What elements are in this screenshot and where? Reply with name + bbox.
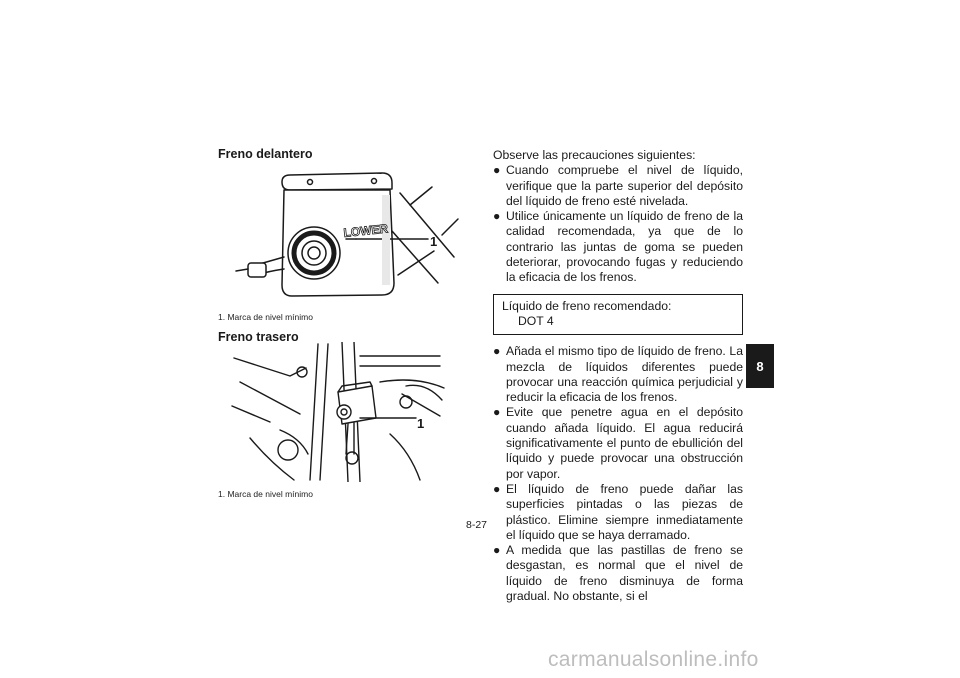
precaution-item: ● Utilice únicamente un líquido de freno de la calidad recomendada, ya que de lo contrario las juntas de goma se pueden deteriorar, provocando fugas y reduciendo la eficacia de los frenos.	[493, 209, 743, 285]
precaution-item: ● El líquido de freno puede dañar las superficies pintadas o las piezas de plástico. Elimine siempre inmediatamente el líquido que se haya derramado.	[493, 481, 743, 542]
bullet-icon: ●	[493, 481, 501, 496]
front-brake-caption: 1. Marca de nivel mínimo	[218, 312, 313, 322]
bullet-icon: ●	[493, 543, 501, 558]
recommended-fluid-title: Líquido de freno recomendado:	[502, 298, 672, 313]
precautions-intro: Observe las precauciones siguientes:	[493, 148, 696, 162]
rear-brake-caption: 1. Marca de nivel mínimo	[218, 489, 313, 499]
precaution-item: ● Evite que penetre agua en el depósito cuando añada líquido. El agua reducirá significativamente el punto de ebullición del líquido y puede provocar una obstrucción por vapor.	[493, 405, 743, 481]
precaution-item: ● Añada el mismo tipo de líquido de freno. La mezcla de líquidos diferentes puede provocar una reacción química perjudicial y reducir la eficacia de los frenos.	[493, 344, 743, 405]
front-brake-heading: Freno delantero	[218, 147, 313, 161]
recommended-fluid-value: DOT 4	[518, 313, 554, 328]
watermark: carmanualsonline.info	[548, 648, 759, 671]
bullet-icon: ●	[493, 405, 501, 420]
front-brake-reservoir-illustration	[232, 165, 462, 305]
rear-callout-number: 1	[417, 416, 425, 431]
section-tab: 8	[746, 344, 774, 388]
precautions-column	[493, 148, 743, 604]
bullet-icon: ●	[493, 344, 501, 359]
lower-mark-label: LOWER	[342, 221, 389, 240]
front-callout-number: 1	[430, 234, 438, 249]
rear-brake-heading: Freno trasero	[218, 330, 299, 344]
bullet-icon: ●	[493, 209, 501, 224]
page-number: 8-27	[466, 519, 488, 531]
recommended-fluid-box	[493, 294, 743, 336]
rear-brake-reservoir-illustration	[230, 342, 460, 482]
precaution-item: ● A medida que las pastillas de freno se desgastan, es normal que el nivel de líquido de freno disminuya de forma gradual. No obstante, si el	[493, 543, 743, 604]
precaution-item: ● Cuando compruebe el nivel de líquido, verifique que la parte superior del depósito del líquido de freno esté nivelada.	[493, 163, 743, 208]
bullet-icon: ●	[493, 163, 501, 178]
